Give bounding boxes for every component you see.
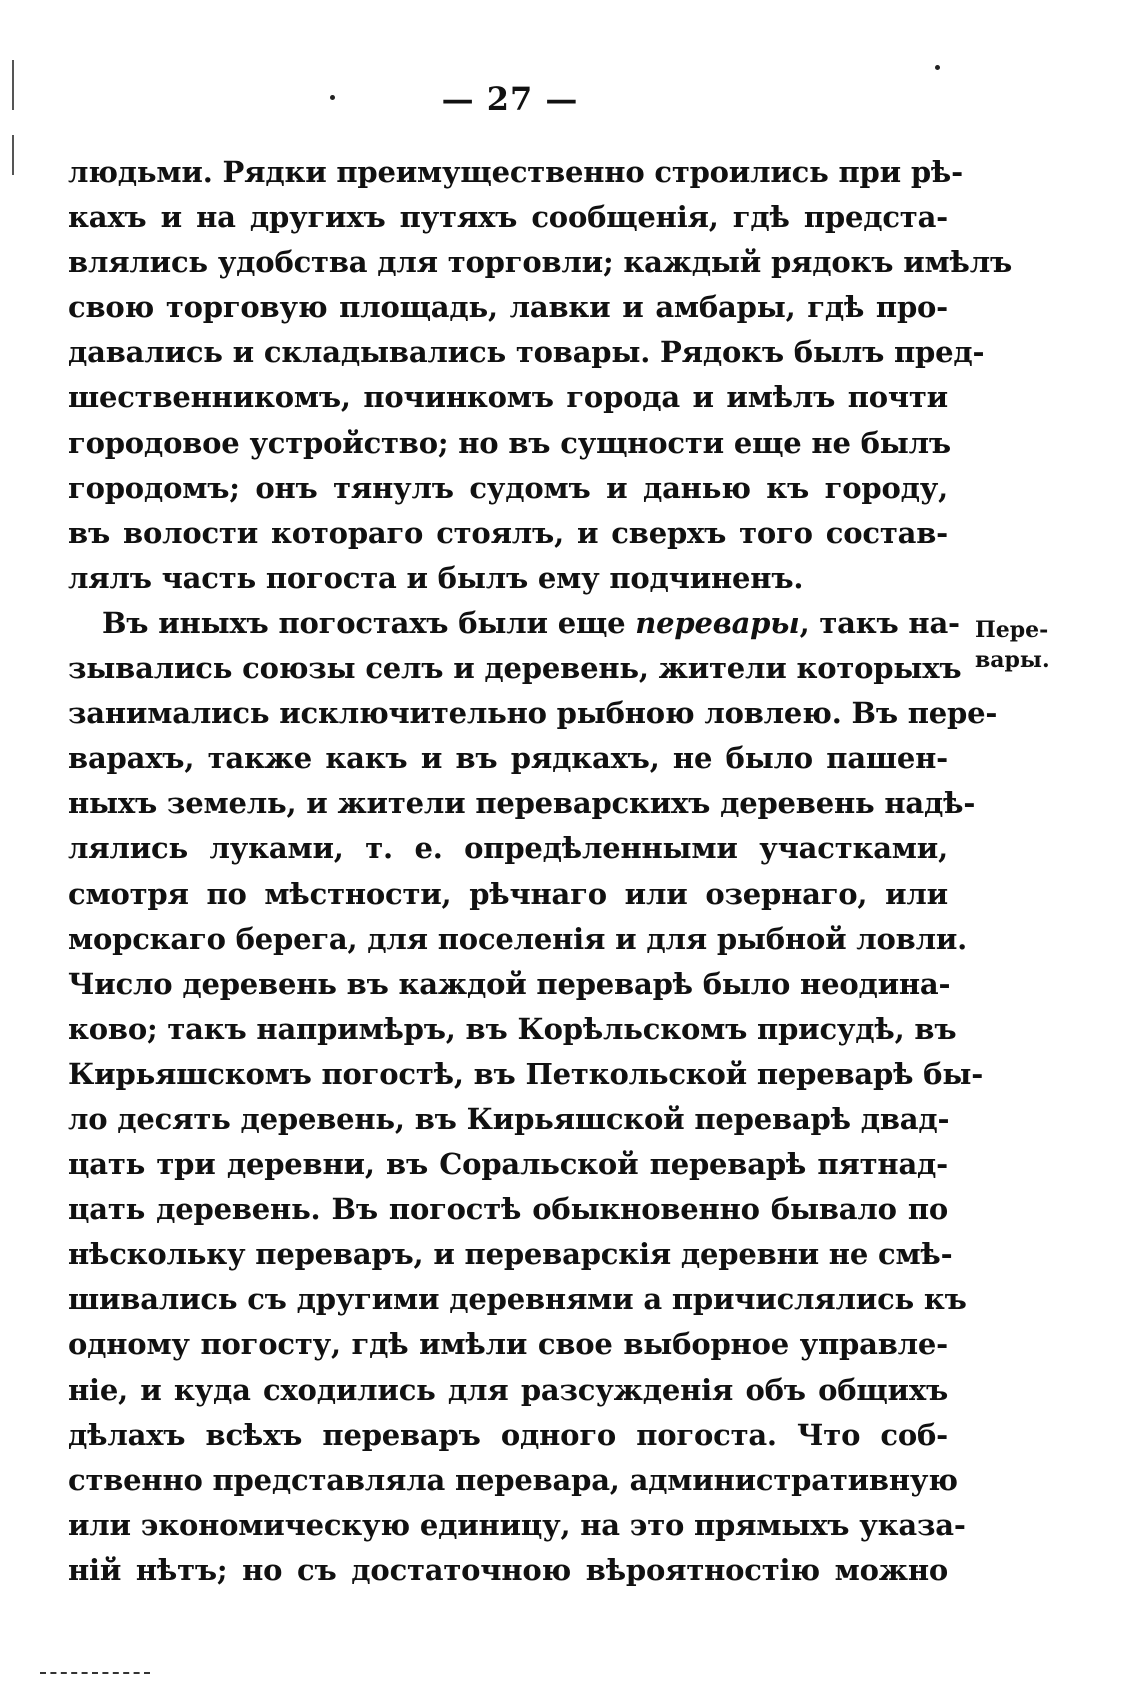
ink-speck <box>935 65 940 70</box>
text-line: ло десять деревень, въ Кирьяшской переварѣ двад- <box>68 1101 950 1136</box>
text-line: цать три деревни, въ Соральской переварѣ пятнад- <box>68 1147 948 1182</box>
italic-term: перевары <box>635 605 800 640</box>
text-line: варахъ, также какъ и въ рядкахъ, не было пашен- <box>68 741 948 776</box>
text-line: ственно представляла перевара, административную <box>68 1462 958 1497</box>
text-line: ній нѣтъ; но съ достаточною вѣроятностію можно <box>68 1552 948 1587</box>
text-line: лялись луками, т. е. опредѣленными участками, <box>68 831 948 866</box>
margin-note-line: Пере- <box>975 617 1049 643</box>
text-line: или экономическую единицу, на это прямыхъ указа- <box>68 1507 966 1542</box>
text-line: дѣлахъ всѣхъ переваръ одного погоста. Что соб- <box>68 1417 948 1452</box>
scan-edge-mark <box>12 135 14 175</box>
text-line: шественникомъ, починкомъ города и имѣлъ почти <box>68 380 948 415</box>
text-run: , такъ на- <box>799 605 960 640</box>
text-line: давались и складывались товары. Рядокъ былъ пред- <box>68 335 985 370</box>
text-line: морскаго берега, для поселенія и для рыбной ловли. <box>68 921 968 956</box>
text-line: кахъ и на другихъ путяхъ сообщенія, гдѣ предста- <box>68 200 948 235</box>
text-line: зывались союзы селъ и деревень, жители которыхъ <box>68 651 962 686</box>
footer-rule <box>40 1672 150 1677</box>
text-line: Число деревень въ каждой переварѣ было неодина- <box>68 966 951 1001</box>
page-number: — 27 — <box>441 80 579 118</box>
margin-note-line: вары. <box>975 647 1050 673</box>
text-line: влялись удобства для торговли; каждый рядокъ имѣлъ <box>68 245 1013 280</box>
text-line: людьми. Рядки преимущественно строились при рѣ- <box>68 155 963 189</box>
text-line-paragraph-start <box>68 601 960 646</box>
margin-note <box>975 615 1065 675</box>
text-line: ково; такъ напримѣръ, въ Корѣльскомъ присудѣ, въ <box>68 1011 957 1046</box>
text-line: шивались съ другими деревнями а причислялись къ <box>68 1282 967 1317</box>
text-line: лялъ часть погоста и былъ ему подчиненъ. <box>68 560 804 595</box>
text-line: свою торговую площадь, лавки и амбары, гдѣ про- <box>68 290 948 325</box>
text-line: въ волости котораго стоялъ, и сверхъ того состав- <box>68 515 948 550</box>
text-line: цать деревень. Въ погостѣ обыкновенно бывало по <box>68 1192 948 1227</box>
text-line: нѣскольку переваръ, и переварскія деревни не смѣ- <box>68 1237 953 1272</box>
text-line: ніе, и куда сходились для разсужденія объ общихъ <box>68 1372 948 1407</box>
text-line: занимались исключительно рыбною ловлею. Въ пере- <box>68 696 998 731</box>
text-line: городовое устройство; но въ сущности еще не былъ <box>68 425 951 460</box>
text-run: Въ иныхъ погостахъ были еще <box>102 605 626 640</box>
text-line: Кирьяшскомъ погостѣ, въ Петкольской переварѣ бы- <box>68 1056 984 1091</box>
text-line: одному погосту, гдѣ имѣли свое выборное управле- <box>68 1327 948 1362</box>
body-text <box>68 150 1013 1593</box>
text-line: смотря по мѣстности, рѣчнаго или озернаго, или <box>68 876 948 911</box>
text-line: ныхъ земель, и жители переварскихъ деревень надѣ- <box>68 786 976 821</box>
text-line: городомъ; онъ тянулъ судомъ и данью къ городу, <box>68 470 948 505</box>
